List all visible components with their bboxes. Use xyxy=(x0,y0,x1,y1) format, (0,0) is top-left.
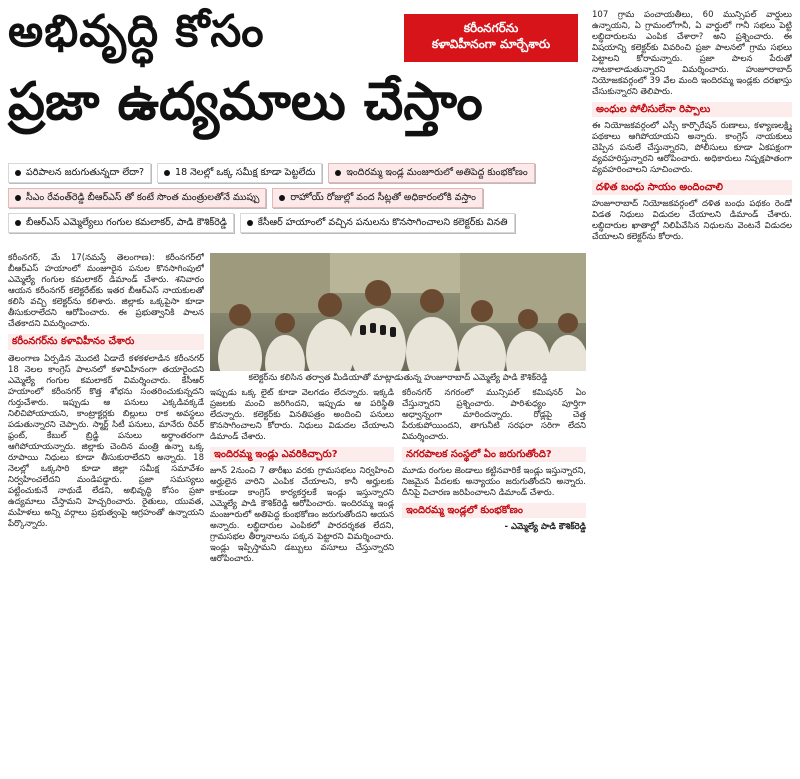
kicker-box xyxy=(404,14,578,62)
bullet-item xyxy=(240,213,515,233)
headline-line-1: అభివృద్ధి కోసం xyxy=(8,6,265,57)
subheading: ఇందిరమ్మ ఇండ్లలో కుంభకోణం xyxy=(402,503,586,518)
bullet-item xyxy=(328,163,534,183)
body-paragraph: 107 గ్రామ పంచాయతీలు, 60 మున్సిపల్ వార్డులు ఉన్నాయని, ఏ గ్రామంలోగానీ, ఏ వార్డులో గానీ సభలు పెట్టి లబ్ధిదారులను ఎంపిక చేశారా? అని ప్రశ్నించారు. ఈ విషయాన్ని కలెక్టర్‌కు వివరించి ప్రజా పాలనలో గ్రామ సభలు పెట్టాలని కోరామన్నారు. ప్రజా పాలన పేరుతో నాటకాలాడుతున్నారని విమర్శించారు. హుజూరాబాద్ నియోజకవర్గంలో 39 వేల మంది ఇందిరమ్మ ఇండ్లకు దరఖాస్తు చేసుకున్నారని తెలిపారు. xyxy=(592,10,792,97)
body-paragraph: ఈ నియోజకవర్గంలో ఎస్సీ కార్పొరేషన్ రుణాలు, కళ్యాణలక్ష్మి పథకాలు ఆగిపోయాయని అన్నారు. కాంగ్రెస్ నాయకులు చెప్పిన పనులే చేస్తున్నారని, పోలీసులు కూడా ఏకపక్షంగా వ్యవహరిస్తున్నారని ఆరోపించారు. అధికారులు నిష్పక్షపాతంగా వ్యవహరించాలని సూచించారు. xyxy=(592,121,792,175)
kicker-line-1: కరీంనగర్‌ను xyxy=(463,21,519,35)
bullet-item xyxy=(8,213,234,233)
bullet-highlights xyxy=(8,163,586,238)
bullet-dot-icon xyxy=(164,170,170,176)
bullet-dot-icon xyxy=(15,195,21,201)
bullet-text: 18 నెలల్లో ఒక్క సమీక్ష కూడా పెట్టలేదు xyxy=(175,167,316,178)
subheading: అంధుల పోలీసులేనా రిప్పాలు xyxy=(592,102,792,117)
kicker-line-2: కళావిహీనంగా మార్చేశారు xyxy=(431,37,551,51)
subheading: దళిత బంధు సాయం అందించాలి xyxy=(592,180,792,195)
subheading: నగరపాలక సంస్థలో ఏం జరుగుతోంది? xyxy=(402,447,586,462)
bullet-dot-icon xyxy=(279,195,285,201)
body-paragraph: జూన్ 2నుంచి 7 తారీఖు వరకు గ్రామసభలు నిర్వహించి అర్హులైన వారిని ఎంపిక చేయాలని, కానీ అర్హులకు కాకుండా కాంగ్రెస్ కార్యకర్తలకే ఇండ్లు ఇస్తున్నారని ఎమ్మెల్యే పాడి కౌశిక్‌రెడ్డి ఆరోపించారు. ఇందిరమ్మ ఇండ్ల మంజూరులో అతిపెద్ద కుంభకోణం జరుగుతోందని ఆయన అన్నారు. లబ్ధిదారుల ఎంపికలో పారదర్శకత లేదని, గ్రామసభల తీర్మానాలను పక్కన పెట్టారని విమర్శించారు. ఇండ్లు ఇప్పిస్తామని డబ్బులు వసూలు చేస్తున్నారని ఆరోపించారు. xyxy=(210,466,394,564)
subheading: ఇందిరమ్మ ఇండ్లు ఎవరికిచ్చారు? xyxy=(210,447,394,462)
bullet-text: ఇందిరమ్మ ఇండ్ల మంజూరులో అతిపెద్ద కుంభకోణం xyxy=(346,167,528,178)
bullet-text: పరిపాలన జరుగుతున్నదా లేదా? xyxy=(26,167,145,178)
bullet-item xyxy=(272,188,483,208)
bullet-text: కేసీఆర్ హయాంలో వచ్చిన పనులను కొనసాగించాలని కలెక్టర్‌కు వినతి xyxy=(257,217,508,228)
bullet-item xyxy=(8,163,151,183)
right-column xyxy=(592,10,792,771)
body-paragraph: మూడు రంగుల జెండాలు కట్టినవారికే ఇండ్లు ఇస్తున్నారని, నిజమైన పేదలకు అన్యాయం జరుగుతోందని అన్నారు. దీనిపై విచారణ జరిపించాలని డిమాండ్ చేశారు. xyxy=(402,466,586,498)
bullet-dot-icon xyxy=(15,170,21,176)
headline-line-2: ప్రజా ఉద్యమాలు చేస్తాం xyxy=(8,72,483,132)
body-paragraph: హుజూరాబాద్ నియోజకవర్గంలో దళిత బంధు పథకం రెండో విడత నిధులు విడుదల చేయాలని డిమాండ్ చేశారు. లబ్ధిదారుల ఖాతాల్లో నిలిపివేసిన నిధులను వెంటనే విడుదల చేయాలని కలెక్టర్‌ను కోరారు. xyxy=(592,199,792,242)
bullet-dot-icon xyxy=(335,170,341,176)
bullet-dot-icon xyxy=(15,220,21,226)
body-paragraph: తెలంగాణ ఏర్పడిన మొదటి ఏడాదే కళకళలాడిన కరీంనగర్ 18 నెలల కాంగ్రెస్ పాలనలో కళావిహీనంగా తయారైందని ఎమ్మెల్యే గంగుల కమలాకర్ విమర్శించారు. కేసీఆర్ హయాంలో కరీంనగర్ కొత్త శోభను సంతరించుకున్నదని గుర్తుచేశారు. ఇప్పుడు ఆ పనులు ఎక్కడివక్కడే నిలిచిపోయాయని, కాంట్రాక్టర్లకు బిల్లులు రాక అవస్థలు పడుతున్నారని చెప్పారు. స్మార్ట్ సిటీ పనులు, మానేరు రివర్ ఫ్రంట్, కేబుల్ బ్రిడ్జి పనులు అర్ధాంతరంగా ఆగిపోయాయన్నారు. జిల్లాకు చెందిన మంత్రి ఉన్నా ఒక్క రూపాయి నిధులు కూడా తీసుకురాలేదని అన్నారు. 18 నెలల్లో ఒక్కసారి కూడా జిల్లా సమీక్ష సమావేశం నిర్వహించలేదని మండిపడ్డారు. ప్రజా సమస్యలు పట్టించుకునే నాథుడే లేడని, అభివృద్ధి కోసం ప్రజా ఉద్యమాలు చేస్తామని హెచ్చరించారు. రైతులు, యువత, మహిళలు అన్ని వర్గాలు ప్రభుత్వంపై ఆగ్రహంతో ఉన్నాయని పేర్కొన్నారు. xyxy=(8,354,204,529)
bullet-dot-icon xyxy=(247,220,253,226)
middle-column xyxy=(210,388,586,771)
photo-crowd-illustration xyxy=(210,253,586,371)
signoff: - ఎమ్మెల్యే పాడి కౌశిక్‌రెడ్డి xyxy=(504,522,586,532)
body-paragraph: కరీంనగర్, మే 17(నమస్తే తెలంగాణ): కరీంనగర్‌లో బీఆర్ఎస్ హయాంలో మంజూరైన పనుల కొనసాగింపులో ఎమ్మెల్యే గంగుల కమలాకర్ డిమాండ్ చేశారు. శనివారం ఆయన కరీంనగర్ కలెక్టరేట్‌కు ఇతర బీఆర్ఎస్ నాయకులతో కలిసి వచ్చి కలెక్టర్‌ను కలిశారు. జిల్లాకు ఒక్కపైసా కూడా తీసుకురాలేదని ఆరోపించారు. ఈ ప్రభుత్వానికి పాలన చేతకాదని విమర్శించారు. xyxy=(8,253,204,329)
left-column xyxy=(8,253,204,771)
bullet-text: సీఎం రేవంత్‌రెడ్డి బీఆర్‌ఎస్‌ తో కంటే సొంత మంత్రులతోనే ముప్పు xyxy=(26,192,260,203)
subheading: కరీంనగర్‌ను కళావిహీనం చేశారు xyxy=(8,334,204,350)
bullet-item xyxy=(8,188,266,208)
bullet-item xyxy=(157,163,322,183)
bullet-text: బీఆర్‌ఎస్ ఎమ్మెల్యేలు గంగుల కమలాకర్, పాడి కౌశిక్‌రెడ్డి xyxy=(26,217,227,228)
photo-caption: కలెక్టర్‌ను కలిసిన తర్వాత మీడియాతో మాట్లాడుతున్న హుజూరాబాద్ ఎమ్మెల్యే పాడి కౌశిక్‌రెడ్డి xyxy=(248,373,548,383)
body-paragraph: కరీంనగర్ నగరంలో మున్సిపల్ కమిషనర్ ఏం చేస్తున్నారని ప్రశ్నించారు. పారిశుధ్యం పూర్తిగా అధ్వాన్నంగా మారిందన్నారు. రోడ్లపై చెత్త పేరుకుపోయిందని, తాగునీటి సరఫరా సరిగా లేదని విమర్శించారు. xyxy=(402,388,586,442)
body-paragraph: ఇప్పుడు ఒక్క లైట్ కూడా వెలగడం లేదన్నారు. ఇక్కడి ప్రజలకు మంచి జరిగిందని, ఇప్పుడు ఆ పరిస్థితి లేదన్నారు. కలెక్టర్‌కు వినతిపత్రం అందించి పనులు కొనసాగించాలని కోరారు. నిధులు విడుదల చేయాలని డిమాండ్ చేశారు. xyxy=(210,388,394,442)
bullet-text: రాహోయ్‌ రోజుల్లో వంద సీట్లతో అధికారంలోకి వస్తాం xyxy=(290,192,476,203)
news-photo xyxy=(210,253,586,371)
